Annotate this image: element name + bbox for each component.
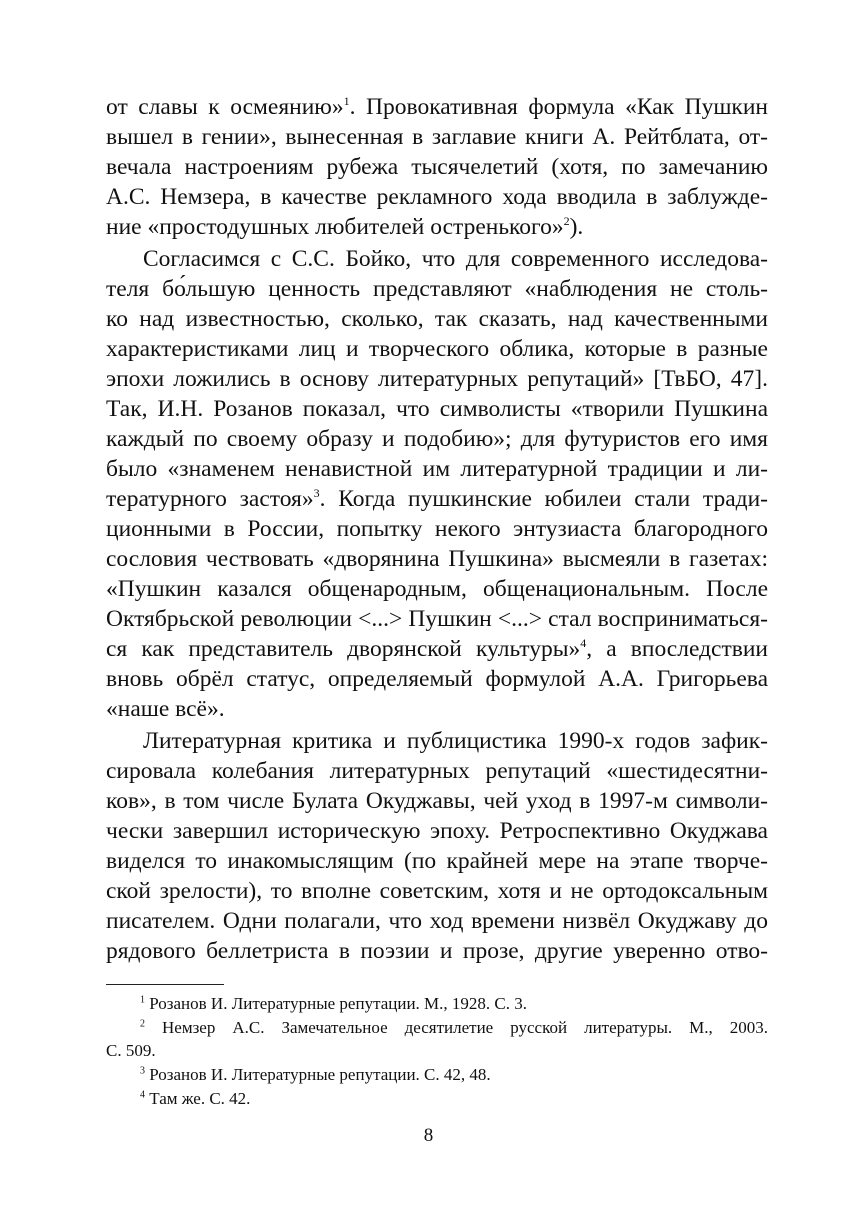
body-line: ся как представитель дворянской культуры»$^4$, а впоследствии bbox=[106, 636, 768, 662]
body-line: Октябрьской революции <...> Пушкин <...> стал восприниматься- bbox=[106, 606, 768, 632]
body-line: писателем. Одни полагали, что ход времени низвёл Окуджаву до bbox=[106, 908, 768, 934]
footnote-continuation: С. 509. bbox=[106, 1041, 156, 1060]
footnote: $^3$ Розанов И. Литературные репутации. С. 42, 48. bbox=[140, 1065, 491, 1084]
body-line: эпохи ложились в основу литературных репутаций» [ТвБО, 47]. bbox=[106, 366, 768, 392]
body-line: чески завершил историческую эпоху. Ретроспективно Окуджава bbox=[106, 818, 768, 844]
footnote-separator bbox=[106, 984, 224, 985]
body-line: характеристиками лиц и творческого облика, которые в разные bbox=[106, 336, 768, 362]
page-number: 8 bbox=[423, 1125, 434, 1146]
body-line: ской зрелости), то вполне советским, хотя и не ортодоксальным bbox=[106, 878, 768, 904]
body-line: от славы к осмеянию»$^1$. Провокативная формула «Как Пушкин bbox=[106, 94, 769, 120]
body-line: тературного застоя»$^3$. Когда пушкинские юбилеи стали тради- bbox=[106, 486, 768, 512]
body-line: ние «простодушных любителей остренького»$^2$). bbox=[106, 214, 584, 240]
body-line: сословия чествовать «дворянина Пушкина» высмеяли в газетах: bbox=[106, 546, 768, 572]
body-line: Литературная критика и публицистика 1990-х годов зафик- bbox=[143, 728, 768, 754]
body-line: «наше всё». bbox=[106, 696, 225, 722]
body-line: вновь обрёл статус, определяемый формулой А.А. Григорьева bbox=[106, 666, 768, 692]
footnote: $^1$ Розанов И. Литературные репутации. М., 1928. С. 3. bbox=[140, 994, 527, 1013]
body-line: вышел в гении», вынесенная в заглавие книги А. Рейтблата, от- bbox=[106, 124, 768, 150]
footnote-ref[interactable]: 4 bbox=[580, 636, 587, 651]
body-line: ко над известностью, сколько, так сказать, над качественными bbox=[106, 306, 768, 332]
body-line: виделся то инакомыслящим (по крайней мере на этапе творче- bbox=[106, 848, 768, 874]
body-line: Так, И.Н. Розанов показал, что символисты «творили Пушкина bbox=[106, 396, 768, 422]
body-line: Согласимся с С.С. Бойко, что для современного исследова- bbox=[143, 246, 768, 272]
body-line: теля бо́льшую ценность представляют «наблюдения не столь- bbox=[106, 276, 768, 302]
body-line: сировала колебания литературных репутаций «шестидесятни- bbox=[106, 758, 768, 784]
body-line: было «знаменем ненавистной им литературной традиции и ли- bbox=[106, 456, 768, 482]
footnote-ref[interactable]: 1 bbox=[343, 94, 350, 109]
footnote-ref[interactable]: 2 bbox=[563, 214, 570, 229]
body-line: ков», в том числе Булата Окуджавы, чей уход в 1997-м символи- bbox=[106, 788, 768, 814]
footnote-ref[interactable]: 3 bbox=[313, 486, 320, 501]
body-line: ционными в России, попытку некого энтузиаста благородного bbox=[106, 516, 768, 542]
body-line: А.С. Немзера, в качестве рекламного хода вводила в заблужде- bbox=[106, 184, 768, 210]
footnote: $^4$ Там же. С. 42. bbox=[140, 1089, 251, 1108]
body-line: каждый по своему образу и подобию»; для футуристов его имя bbox=[106, 426, 768, 452]
body-line: вечала настроениям рубежа тысячелетий (хотя, по замечанию bbox=[106, 154, 768, 180]
body-line: рядового беллетриста в поэзии и прозе, другие уверенно отво- bbox=[106, 938, 768, 964]
footnote: $^2$ Немзер А.С. Замечательное десятилетие русской литературы. М., 2003. bbox=[140, 1018, 768, 1037]
body-line: «Пушкин казался общенародным, общенациональным. После bbox=[106, 576, 768, 602]
